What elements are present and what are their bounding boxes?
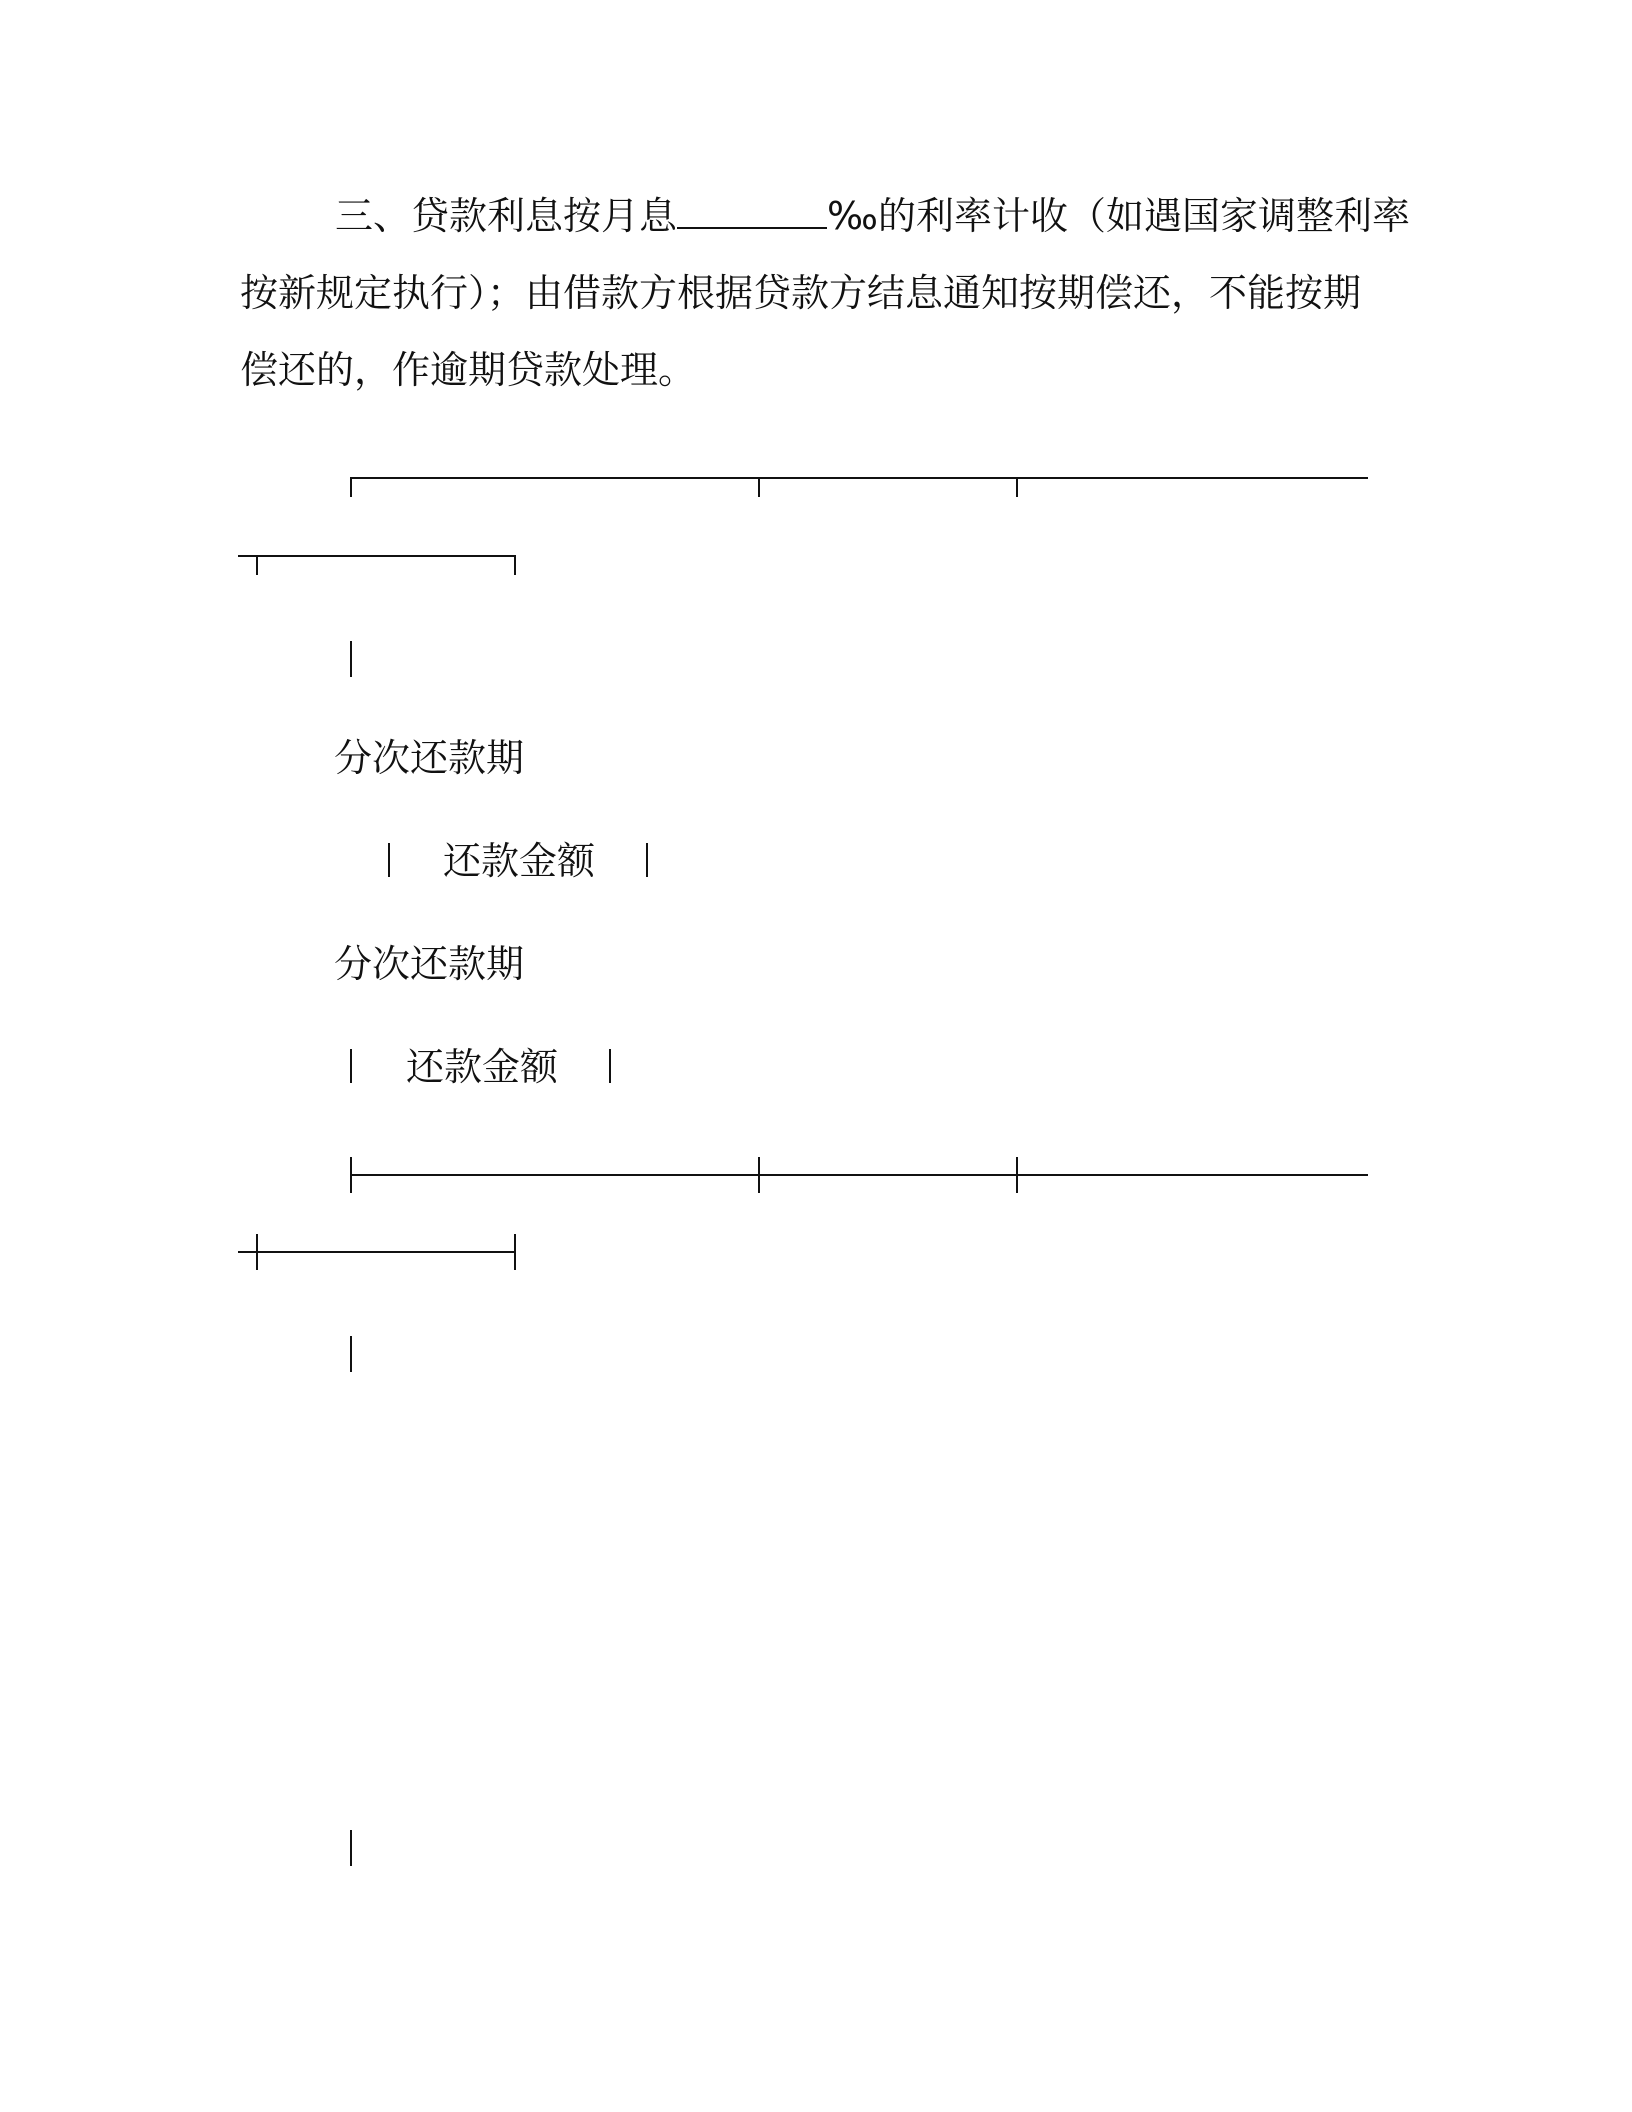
interest-rate-blank[interactable]: [677, 195, 827, 229]
table-tick: [758, 477, 760, 497]
table-tick: [609, 1049, 611, 1083]
table-tick: [350, 1336, 352, 1372]
clause-3-line-3: 偿还的，作逾期贷款处理。: [240, 348, 697, 392]
table-rule: [350, 477, 1368, 479]
table-rule: [238, 1251, 515, 1253]
table-tick: [646, 843, 648, 877]
clause-3-text-part2: ‰的利率计收（如遇国家调整利率: [827, 194, 1411, 238]
amount-label-1: 还款金额: [443, 839, 596, 883]
table-tick: [350, 477, 352, 497]
table-rule: [238, 555, 515, 557]
clause-3-line-2: 按新规定执行）；由借款方根据贷款方结息通知按期偿还，不能按期: [240, 271, 1362, 315]
table-tick: [350, 1157, 352, 1193]
table-tick: [758, 1157, 760, 1193]
period-label-2: 分次还款期: [334, 942, 525, 986]
table-tick: [256, 555, 258, 575]
table-tick: [388, 843, 390, 877]
table-tick: [514, 555, 516, 575]
table-tick: [350, 641, 352, 677]
table-tick: [350, 1830, 352, 1866]
period-label-1: 分次还款期: [334, 736, 525, 780]
clause-3-text-part1: 三、贷款利息按月息: [335, 194, 678, 238]
clause-3-line-1: [335, 178, 1475, 255]
table-rule: [350, 1174, 1368, 1176]
table-tick: [514, 1234, 516, 1270]
table-tick: [256, 1234, 258, 1270]
table-tick: [1016, 477, 1018, 497]
table-tick: [1016, 1157, 1018, 1193]
table-tick: [350, 1049, 352, 1083]
amount-label-2: 还款金额: [406, 1045, 559, 1089]
